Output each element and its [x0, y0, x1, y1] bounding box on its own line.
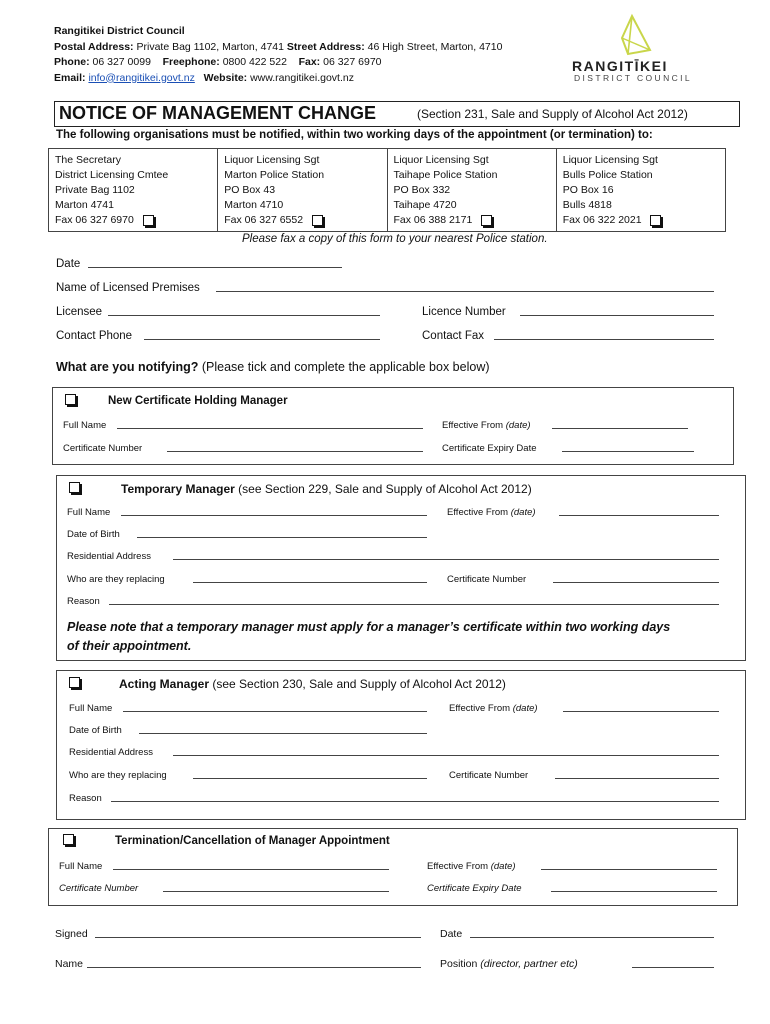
temporary-section	[56, 475, 746, 661]
org-fax: Fax 06 322 2021	[562, 214, 642, 226]
form-section-ref: (Section 231, Sale and Supply of Alcohol Act 2012)	[417, 107, 688, 121]
new-cert-title: New Certificate Holding Manager	[108, 395, 288, 407]
org-line: Taihape 4720	[393, 199, 457, 211]
fax-value: 06 327 6970	[323, 56, 382, 68]
acting-replacing[interactable]	[69, 770, 167, 781]
org-cell-bulls	[557, 149, 725, 231]
org-line: PO Box 332	[393, 184, 451, 196]
contact-phone-label: Contact Phone	[56, 330, 133, 342]
temporary-reason[interactable]	[67, 596, 100, 607]
effective-label: Effective From	[427, 861, 489, 872]
logo-line2: DISTRICT COUNCIL	[574, 73, 693, 83]
org-cell-secretary	[49, 149, 218, 231]
website-value: www.rangitikei.govt.nz	[250, 71, 354, 84]
acting-title-rest: (see Section 230, Sale and Supply of Alcohol Act 2012)	[212, 677, 506, 691]
acting-dob[interactable]	[69, 725, 122, 736]
temporary-title-rest: (see Section 229, Sale and Supply of Alcohol Act 2012)	[238, 482, 532, 496]
temporary-full-name[interactable]	[67, 507, 110, 518]
org-line: Private Bag 1102	[55, 184, 135, 196]
temporary-note	[67, 618, 670, 656]
fax-label: Fax:	[298, 56, 321, 68]
new-cert-full-name[interactable]	[63, 420, 106, 431]
org-cell-taihape	[388, 149, 557, 231]
council-logo	[566, 10, 716, 82]
effective-date-hint: (date)	[490, 861, 516, 872]
org-line: Liquor Licensing Sgt	[562, 154, 658, 166]
acting-address[interactable]	[69, 747, 153, 758]
acting-title-line	[119, 677, 506, 691]
checkbox-new-cert[interactable]	[65, 394, 76, 405]
effective-label: Effective From	[442, 420, 504, 431]
org-line: Marton 4741	[55, 199, 114, 211]
org-line: Marton 4710	[224, 199, 284, 211]
cert-expiry-label: Certificate Expiry Date	[442, 443, 537, 454]
phone-label: Phone:	[54, 56, 90, 68]
street-label: Street Address:	[286, 40, 365, 53]
contact-fax-label: Contact Fax	[422, 330, 484, 342]
acting-title: Acting Manager	[119, 677, 210, 691]
org-line: Bulls 4818	[562, 199, 612, 211]
org-line: The Secretary	[55, 154, 121, 166]
org-name: Rangitikei District Council	[54, 25, 185, 37]
cert-number-label: Certificate Number	[63, 443, 143, 454]
temporary-address[interactable]	[67, 551, 151, 562]
cert-number-label: Certificate Number	[447, 574, 527, 585]
question-rest: (Please tick and complete the applicable box below)	[201, 360, 490, 374]
org-cell-marton	[218, 149, 387, 231]
form-title: NOTICE OF MANAGEMENT CHANGE	[59, 103, 376, 123]
checkbox-taihape[interactable]	[481, 215, 492, 226]
notify-question	[56, 360, 490, 374]
checkbox-bulls[interactable]	[650, 215, 661, 226]
effective-date-hint: (date)	[510, 507, 536, 518]
reason-label: Reason	[69, 793, 102, 804]
acting-full-name[interactable]	[69, 703, 112, 714]
postal-value: Private Bag 1102, Marton, 4741	[136, 40, 284, 53]
question-bold: What are you notifying?	[56, 360, 199, 374]
address-label: Residential Address	[67, 551, 151, 562]
effective-date-hint: (date)	[505, 420, 531, 431]
temporary-title: Temporary Manager	[121, 482, 235, 496]
effective-date-hint: (date)	[512, 703, 538, 714]
org-line: Marton Police Station	[224, 169, 325, 181]
termination-cert-number[interactable]	[59, 883, 138, 894]
website-label: Website:	[203, 71, 248, 84]
temporary-note-line1: Please note that a temporary manager must apply for a manager’s certificate within two working days	[67, 620, 671, 634]
sign-date-label: Date	[440, 928, 463, 940]
checkbox-secretary[interactable]	[143, 215, 154, 226]
signed-field[interactable]	[55, 928, 88, 940]
termination-effective[interactable]	[427, 861, 516, 872]
street-value: 46 High Street, Marton, 4710	[367, 40, 503, 53]
checkbox-acting[interactable]	[69, 677, 80, 688]
new-cert-section	[52, 387, 734, 465]
dob-label: Date of Birth	[69, 725, 122, 736]
phone-value: 06 327 0099	[92, 56, 151, 68]
licensee-label: Licensee	[56, 306, 103, 318]
acting-reason[interactable]	[69, 793, 102, 804]
checkbox-temporary[interactable]	[69, 482, 80, 493]
acting-section	[56, 670, 746, 820]
temporary-cert-number[interactable]	[447, 574, 526, 585]
full-name-label: Full Name	[59, 861, 103, 872]
title-bar	[54, 101, 740, 127]
freephone-value: 0800 422 522	[222, 56, 287, 68]
termination-full-name[interactable]	[59, 861, 102, 872]
logo-mark-icon	[566, 10, 716, 58]
org-line: PO Box 43	[224, 184, 276, 196]
temporary-effective[interactable]	[447, 507, 536, 518]
dob-label: Date of Birth	[67, 529, 120, 540]
position-field[interactable]	[440, 958, 578, 970]
org-line: Taihape Police Station	[393, 169, 498, 181]
name-label: Name	[55, 958, 84, 970]
logo-line1: RANGITĪKEI	[572, 58, 668, 74]
new-cert-cert-number[interactable]	[63, 443, 142, 454]
contact-phone-field[interactable]	[56, 330, 132, 342]
checkbox-marton[interactable]	[312, 215, 323, 226]
org-fax: Fax 06 388 2171	[393, 214, 473, 226]
date-label: Date	[56, 258, 81, 270]
freephone-label: Freephone:	[162, 56, 220, 68]
full-name-label: Full Name	[67, 507, 111, 518]
org-table	[48, 148, 726, 232]
signed-label: Signed	[55, 928, 88, 940]
fax-note: Please fax a copy of this form to your nearest Police station.	[242, 233, 548, 245]
org-line: District Licensing Cmtee	[55, 169, 169, 181]
org-fax: Fax 06 327 6970	[55, 214, 134, 226]
temporary-note-line2: of their appointment.	[67, 639, 192, 653]
replacing-label: Who are they replacing	[69, 770, 167, 781]
org-line: Liquor Licensing Sgt	[393, 154, 489, 166]
licensee-field[interactable]	[56, 306, 102, 318]
org-line: Liquor Licensing Sgt	[224, 154, 320, 166]
address-label: Residential Address	[69, 747, 153, 758]
email-link[interactable]: info@rangitikei.govt.nz	[88, 71, 195, 84]
email-label: Email:	[54, 71, 86, 84]
org-line: Bulls Police Station	[562, 169, 653, 181]
cert-number-label: Certificate Number	[59, 883, 139, 894]
acting-cert-number[interactable]	[449, 770, 528, 781]
header-contact	[54, 24, 502, 86]
acting-effective[interactable]	[449, 703, 538, 714]
new-cert-expiry[interactable]	[442, 443, 537, 454]
premises-label: Name of Licensed Premises	[56, 282, 200, 294]
termination-title: Termination/Cancellation of Manager Appointment	[115, 835, 390, 847]
cert-number-label: Certificate Number	[449, 770, 529, 781]
reason-label: Reason	[67, 596, 100, 607]
position-label: Position	[440, 958, 478, 970]
checkbox-termination[interactable]	[63, 834, 74, 845]
temporary-replacing[interactable]	[67, 574, 165, 585]
licence-number-label: Licence Number	[422, 306, 506, 318]
postal-label: Postal Address:	[54, 40, 134, 53]
effective-label: Effective From	[447, 507, 509, 518]
cert-expiry-label: Certificate Expiry Date	[427, 883, 522, 894]
effective-label: Effective From	[449, 703, 511, 714]
temporary-dob[interactable]	[67, 529, 120, 540]
full-name-label: Full Name	[63, 420, 107, 431]
new-cert-effective[interactable]	[442, 420, 531, 431]
licence-number-field[interactable]	[422, 306, 506, 318]
temporary-title-line	[121, 482, 532, 496]
termination-expiry[interactable]	[427, 883, 522, 894]
notify-intro: The following organisations must be notified, within two working days of the appointment (or termination) to:	[56, 129, 653, 141]
position-hint: (director, partner etc)	[480, 958, 578, 970]
sign-date-field[interactable]	[440, 928, 462, 940]
org-line: PO Box 16	[562, 184, 614, 196]
replacing-label: Who are they replacing	[67, 574, 165, 585]
date-field[interactable]	[56, 258, 80, 270]
org-fax: Fax 06 327 6552	[224, 214, 304, 226]
name-field[interactable]	[55, 958, 83, 970]
contact-fax-field[interactable]	[422, 330, 484, 342]
premises-field[interactable]	[56, 282, 200, 294]
full-name-label: Full Name	[69, 703, 113, 714]
termination-section	[48, 828, 738, 906]
